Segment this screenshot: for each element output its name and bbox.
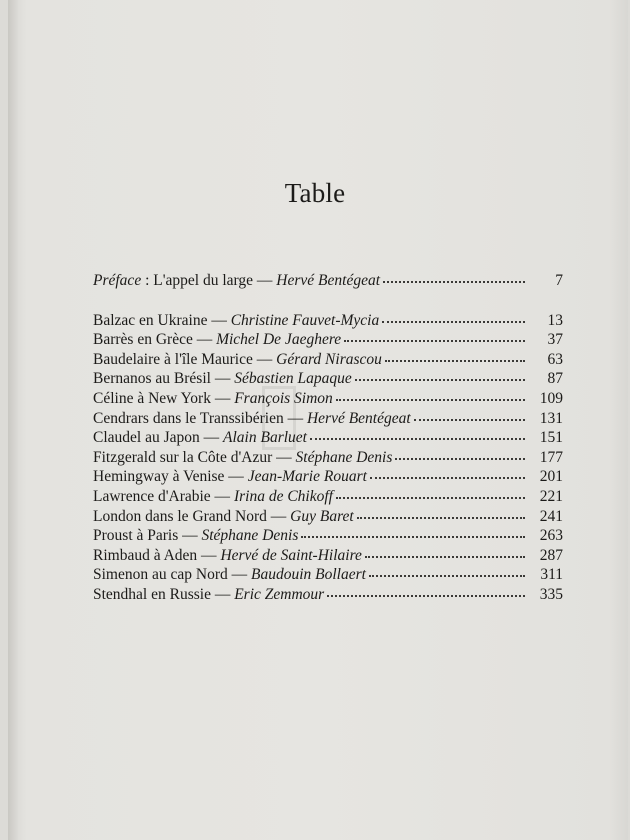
toc-row-preface: [93, 272, 563, 292]
page-title: Table: [284, 178, 346, 208]
entry-text: Balzac en Ukraine —: [93, 311, 231, 329]
toc-entry-title: [93, 527, 298, 545]
toc-row: [93, 547, 563, 567]
preface-text: L'appel du large —: [153, 272, 277, 289]
entry-text: Baudelaire à l'île Maurice —: [93, 350, 277, 368]
dot-leader: [355, 375, 525, 381]
toc-row: [93, 566, 563, 586]
toc-entry-title: [93, 468, 367, 486]
dot-leader: [344, 336, 525, 342]
entry-text: Simenon au cap Nord —: [93, 566, 251, 584]
preface-separator: :: [141, 272, 154, 289]
page-number: 87: [547, 370, 563, 388]
page-gutter: [8, 0, 18, 840]
entry-text: Hemingway à Venise —: [93, 468, 248, 486]
toc-row: [93, 586, 563, 606]
toc-entry-title: [93, 312, 379, 330]
preface-author: Hervé Bentégeat: [276, 272, 381, 289]
toc-row: [93, 351, 563, 371]
dot-leader: [385, 356, 525, 362]
page-number: 131: [539, 409, 563, 427]
dot-leader: [365, 552, 525, 558]
toc-entry-title: [93, 566, 366, 584]
toc-entry-title: [93, 586, 324, 604]
toc-entry-title: [93, 331, 341, 349]
page-number: 63: [547, 350, 563, 368]
toc-entry-title: [93, 449, 392, 467]
entry-text: Barrès en Grèce —: [93, 331, 217, 349]
toc-entry-title: [93, 390, 333, 408]
entry-author: Stéphane Denis: [295, 448, 393, 466]
page-number: 37: [547, 331, 563, 349]
preface-label: Préface: [93, 272, 142, 289]
page-number: 7: [555, 272, 563, 289]
dot-leader: [395, 454, 525, 460]
page-number: 201: [539, 468, 563, 486]
entry-author: François Simon: [234, 389, 333, 407]
entry-text: London dans le Grand Nord —: [93, 507, 291, 525]
entry-author: Michel De Jaeghere: [216, 331, 342, 349]
page-number: 335: [539, 585, 563, 603]
toc-row: [93, 449, 563, 469]
entry-author: Eric Zemmour: [234, 585, 325, 603]
entry-author: Stéphane Denis: [201, 527, 299, 545]
dot-leader: [336, 395, 525, 401]
page-number: 177: [539, 448, 563, 466]
toc-row: [93, 390, 563, 410]
dot-leader: [370, 473, 525, 479]
toc-entry-title: [93, 410, 411, 428]
toc-entry-title: [93, 547, 362, 565]
entry-text: Rimbaud à Aden —: [93, 546, 221, 564]
toc-entry-title: [93, 272, 380, 290]
dot-leader: [327, 591, 525, 597]
toc-entry-title: [93, 508, 354, 526]
page-number: 13: [547, 311, 563, 329]
dot-leader: [357, 513, 525, 519]
dot-leader: [369, 571, 525, 577]
entry-text: Cendrars dans le Transsibérien —: [93, 409, 307, 427]
dot-leader: [382, 317, 525, 323]
toc-entry-title: [93, 351, 382, 369]
page-number: 241: [539, 507, 563, 525]
page-number: 311: [540, 566, 563, 584]
toc-entry-title: [93, 429, 307, 447]
page-number: 263: [539, 527, 563, 545]
entry-author: Sébastien Lapaque: [234, 370, 352, 388]
toc-row: [93, 429, 563, 449]
entry-text: Bernanos au Brésil —: [93, 370, 235, 388]
page-number: 221: [539, 487, 563, 505]
entry-author: Baudouin Bollaert: [250, 566, 366, 584]
toc-row: [93, 508, 563, 528]
page-number: 109: [539, 389, 563, 407]
toc-entry-title: [93, 370, 352, 388]
entry-author: Hervé Bentégeat: [306, 409, 411, 427]
toc-row: [93, 468, 563, 488]
toc-row: [93, 370, 563, 390]
toc-row: [93, 527, 563, 547]
entry-text: Stendhal en Russie —: [93, 585, 235, 603]
page-number: 151: [539, 429, 563, 447]
toc-row: [93, 488, 563, 508]
dot-leader: [310, 434, 525, 440]
dot-leader: [383, 277, 525, 283]
toc-row: [93, 312, 563, 332]
entry-text: Fitzgerald sur la Côte d'Azur —: [93, 448, 296, 466]
toc-row: [93, 410, 563, 430]
entry-author: Christine Fauvet-Mycia: [230, 311, 380, 329]
toc-entries-list: [93, 312, 563, 606]
entry-author: Gérard Nirascou: [276, 350, 382, 368]
entry-text: Lawrence d'Arabie —: [93, 487, 234, 505]
page-number: 287: [539, 546, 563, 564]
entry-author: Irina de Chikoff: [233, 487, 333, 505]
entry-text: Céline à New York —: [93, 389, 235, 407]
toc-entry-title: [93, 488, 333, 506]
entry-author: Hervé de Saint-Hilaire: [220, 546, 362, 564]
dot-leader: [336, 493, 525, 499]
entry-text: Proust à Paris —: [93, 527, 202, 545]
table-of-contents: [93, 272, 563, 606]
entry-author: Guy Baret: [290, 507, 354, 525]
dot-leader: [301, 532, 525, 538]
entry-author: Jean-Marie Rouart: [247, 468, 367, 486]
toc-row: [93, 331, 563, 351]
entry-text: Claudel au Japon —: [93, 429, 224, 447]
dot-leader: [414, 415, 525, 421]
entry-author: Alain Barluet: [223, 429, 307, 447]
